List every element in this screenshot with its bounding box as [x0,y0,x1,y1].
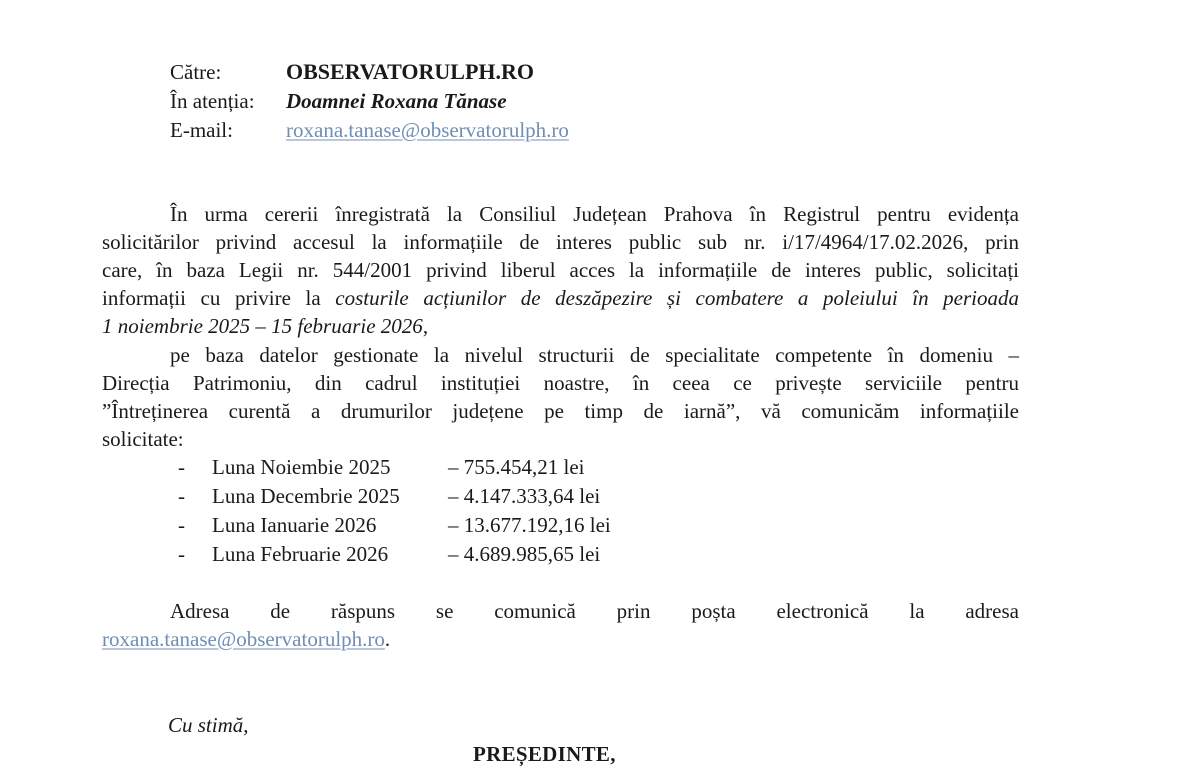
attention-value: Doamnei Roxana Tănase [286,89,507,113]
list-amount: – 4.147.333,64 lei [448,484,601,508]
list-bullet: - [178,542,185,566]
list-month: Luna Ianuarie 2026 [212,513,377,537]
list-item [178,511,611,539]
paragraph-line: care, în baza Legii nr. 544/2001 privind liberul acces la informațiile de interes public, solicitați [102,258,1019,282]
recipient-label: Către: [170,60,222,84]
paragraph-line [102,284,1019,312]
paragraph-line: ”Întreținerea curentă a drumurilor județene pe timp de iarnă”, vă comunicăm informațiile [102,399,1019,423]
paragraph-text: . [384,627,391,651]
paragraph-line: Direcția Patrimoniu, din cadrul instituției noastre, în ceea ce privește serviciile pentru [102,371,1019,395]
request-period: 1 noiembrie 2025 – 15 februarie 2026 [102,314,423,338]
paragraph-line: pe baza datelor gestionate la nivelul structurii de specialitate competente în domeniu – [170,343,1019,367]
recipient-value: OBSERVATORULPH.RO [286,59,535,84]
list-bullet: - [178,455,185,479]
paragraph-line [102,625,1019,653]
paragraph-line: solicitate: [102,427,184,451]
list-amount: – 4.689.985,65 lei [448,542,601,566]
list-bullet: - [178,513,185,537]
list-amount: – 13.677.192,16 lei [448,513,611,537]
recipient-row [170,58,534,86]
list-month: Luna Noiembie 2025 [212,455,391,479]
paragraph-line: În urma cererii înregistrată la Consiliul Județean Prahova în Registrul pentru evidența [170,202,1019,226]
attention-row [170,87,507,115]
list-bullet: - [178,484,185,508]
reply-email-link[interactable]: roxana.tanase@observatorulph.ro [102,627,385,651]
list-month: Luna Februarie 2026 [212,542,389,566]
paragraph-line [102,312,1019,340]
attention-label: În atenția: [170,89,255,113]
salutation: Cu stimă, [168,713,249,737]
list-month: Luna Decembrie 2025 [212,484,400,508]
email-label: E-mail: [170,118,233,142]
paragraph-line: Adresa de răspuns se comunică prin poșta electronică la adresa [170,599,1019,623]
signature-title: PREȘEDINTE, [473,742,616,766]
email-link[interactable]: roxana.tanase@observatorulph.ro [286,118,569,142]
list-item [178,453,585,481]
list-amount: – 755.454,21 lei [448,455,585,479]
email-row [170,116,569,144]
paragraph-text: , [422,314,429,338]
request-subject: costurile acțiunilor de deszăpezire și combatere a poleiului în perioada [335,286,1019,310]
paragraph-line: solicitărilor privind accesul la informațiile de interes public sub nr. i/17/4964/17.02.2026, prin [102,230,1019,254]
paragraph-text: informații cu privire la [102,286,336,310]
list-item [178,540,600,568]
list-item [178,482,600,510]
